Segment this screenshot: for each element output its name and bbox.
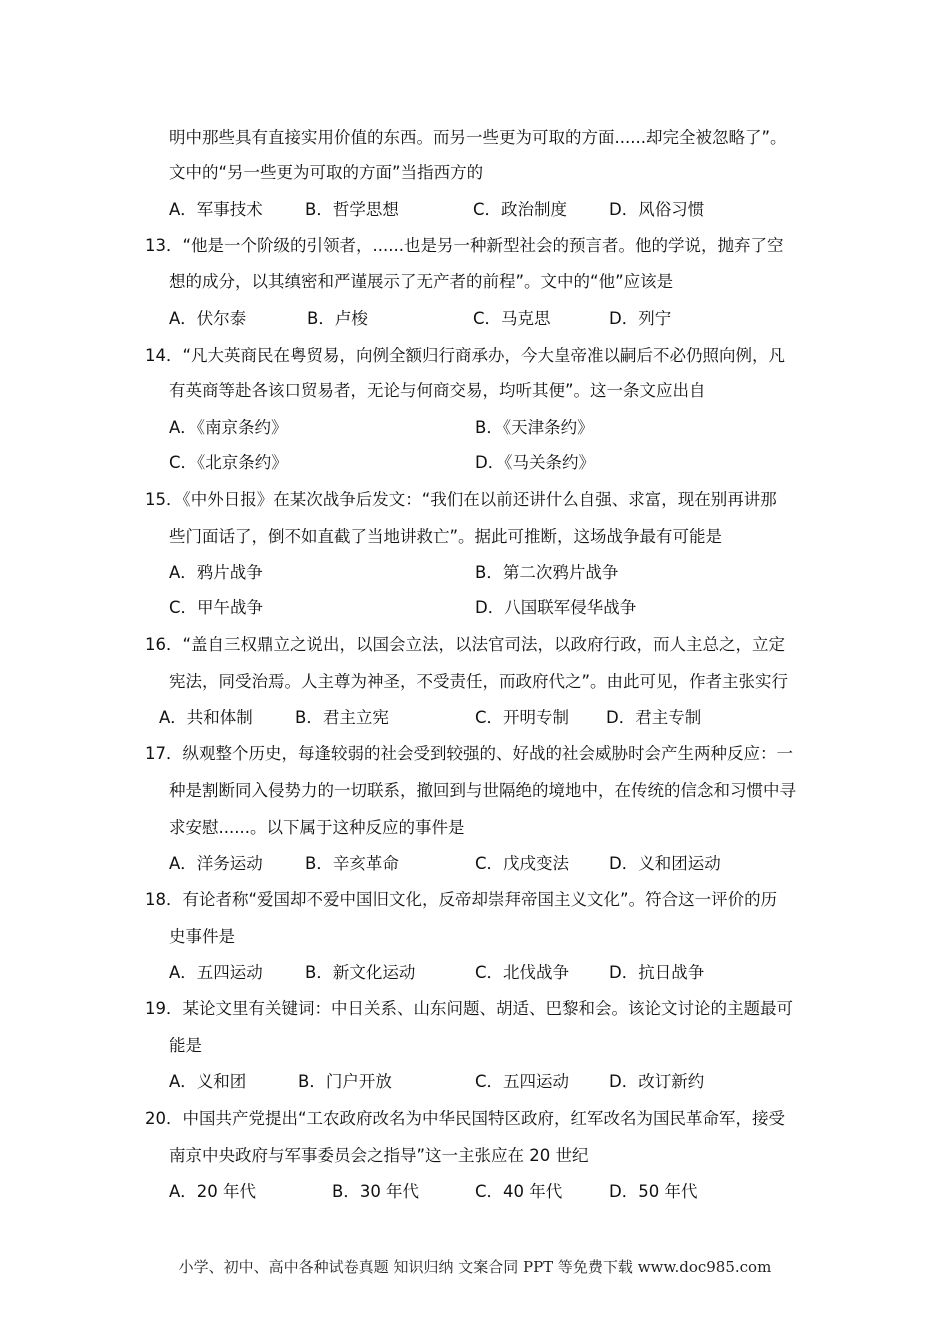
option-a: A．伏尔泰 [169,309,247,328]
option-c: C．五四运动 [475,1072,570,1091]
option-b: B．门户开放 [298,1072,392,1091]
option-b: B．哲学思想 [305,200,399,219]
option-c: C．北伐战争 [475,963,570,982]
question-13-line-2: 想的成分，以其缜密和严谨展示了无产者的前程”。文中的“他”应该是 [169,272,674,291]
option-c: C．马克思 [473,309,551,328]
option-b: B．新文化运动 [305,963,416,982]
option-b: B．君主立宪 [295,708,389,727]
option-b: B．卢梭 [307,309,368,328]
option-d: D．君主专制 [606,708,702,727]
question-15-line-1: 15．《中外日报》在某次战争后发文：“我们在以前还讲什么自强、求富，现在别再讲那 [145,490,777,509]
question-14-line-1: 14．“凡大英商民在粤贸易，向例全额归行商承办，今大皇帝准以嗣后不必仍照向例，凡 [145,346,786,365]
option-c: C．政治制度 [473,200,568,219]
option-c: C．戊戌变法 [475,854,570,873]
question-18-line-2: 史事件是 [169,927,235,946]
question-15-line-2: 些门面话了，倒不如直截了当地讲救亡”。据此可推断，这场战争最有可能是 [169,527,723,546]
question-text-line: 明中那些具有直接实用价值的东西。而另一些更为可取的方面......却完全被忽略了”。 [169,128,787,147]
question-19-line-2: 能是 [169,1036,202,1055]
option-a: A．五四运动 [169,963,263,982]
question-18-line-1: 18．有论者称“爱国却不爱中国旧文化，反帝却崇拜帝国主义文化”。符合这一评价的历 [145,890,778,909]
option-a: A．共和体制 [159,708,253,727]
option-d: D．义和团运动 [609,854,721,873]
option-d: D．《马关条约》 [475,453,595,472]
option-d: D．八国联军侵华战争 [475,598,637,617]
question-text-line: 文中的“另一些更为可取的方面”当指西方的 [169,163,484,182]
option-c: C．40 年代 [475,1182,563,1201]
option-c: C．《北京条约》 [169,453,288,472]
question-16-line-2: 宪法，同受治焉。人主尊为神圣，不受责任，而政府代之”。由此可见，作者主张实行 [169,672,789,691]
question-17-line-1: 17．纵观整个历史，每逢较弱的社会受到较强的、好战的社会威胁时会产生两种反应：一 [145,744,793,763]
option-b: B．辛亥革命 [305,854,399,873]
question-14-line-2: 有英商等赴各该口贸易者，无论与何商交易，均听其便”。这一条文应出自 [169,381,706,400]
option-c: C．甲午战争 [169,598,264,617]
option-a: A．鸦片战争 [169,563,263,582]
question-20-line-2: 南京中央政府与军事委员会之指导”这一主张应在 20 世纪 [169,1146,589,1165]
option-d: D．改订新约 [609,1072,705,1091]
option-a: A．20 年代 [169,1182,257,1201]
question-13-line-1: 13．“他是一个阶级的引领者，......也是另一种新型社会的预言者。他的学说，抛弃了空 [145,236,784,255]
question-20-line-1: 20．中国共产党提出“工农政府改名为中华民国特区政府，红军改名为国民革命军，接受 [145,1109,786,1128]
page-footer: 小学、初中、高中各种试卷真题 知识归纳 文案合同 PPT 等免费下载 www.doc985.com [178,1258,772,1276]
option-b: B．第二次鸦片战争 [475,563,619,582]
option-d: D．抗日战争 [609,963,705,982]
option-b: B．《天津条约》 [475,418,594,437]
option-c: C．开明专制 [475,708,570,727]
option-d: D．风俗习惯 [609,200,705,219]
option-a: A．《南京条约》 [169,418,288,437]
option-a: A．义和团 [169,1072,247,1091]
option-d: D．50 年代 [609,1182,698,1201]
question-17-line-3: 求安慰......。以下属于这种反应的事件是 [169,818,465,837]
question-17-line-2: 种是割断同入侵势力的一切联系，撤回到与世隔绝的境地中，在传统的信念和习惯中寻 [169,781,796,800]
option-b: B．30 年代 [332,1182,420,1201]
option-a: A．军事技术 [169,200,263,219]
option-a: A．洋务运动 [169,854,263,873]
option-d: D．列宁 [609,309,672,328]
question-19-line-1: 19．某论文里有关键词：中日关系、山东问题、胡适、巴黎和会。该论文讨论的主题最可 [145,999,793,1018]
question-16-line-1: 16．“盖自三权鼎立之说出，以国会立法，以法官司法，以政府行政，而人主总之，立定 [145,635,786,654]
